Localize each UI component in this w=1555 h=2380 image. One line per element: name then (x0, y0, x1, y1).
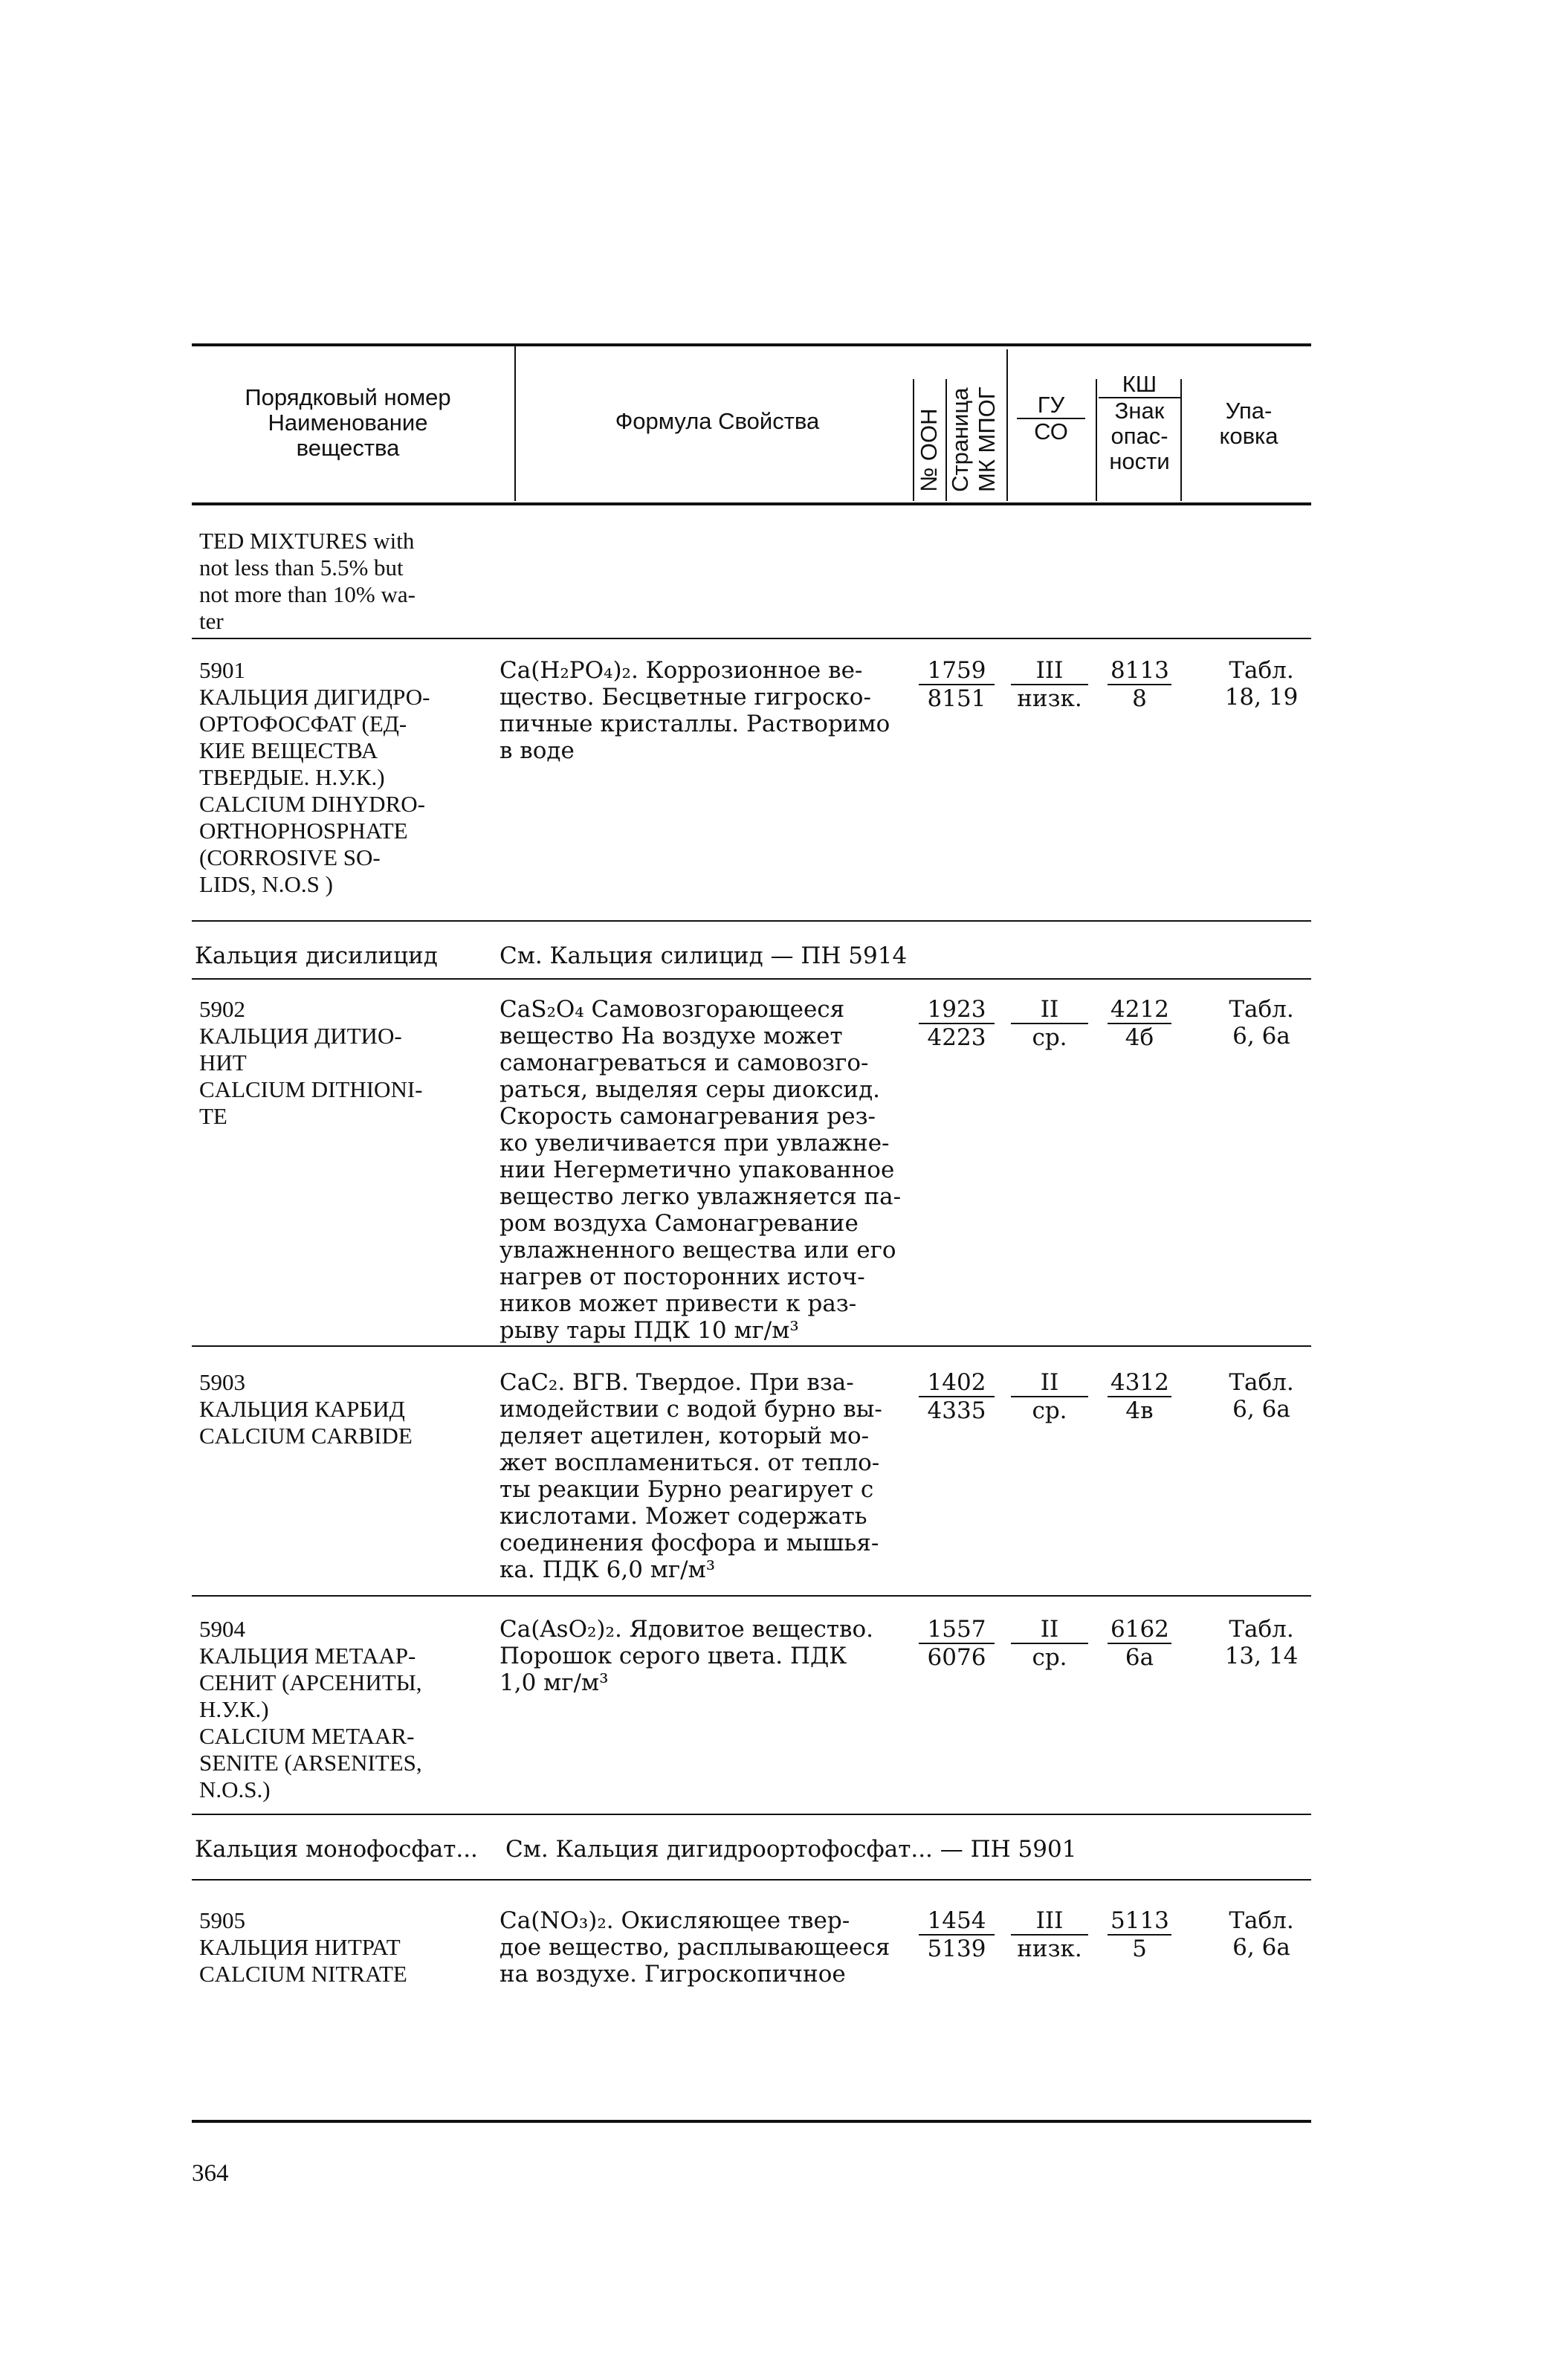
entry-5901-pack (1213, 657, 1310, 711)
hazard-sign: 5 (1132, 1936, 1147, 1962)
header-ksh-label: КШ (1099, 372, 1180, 398)
header-ksh-line4: ности (1109, 448, 1170, 474)
ref-monophosphate-text: См. Кальция дигидроортофосфат... — ПН 5901 (505, 1836, 1077, 1863)
entry-name-line: Н.У.К.) (199, 1696, 269, 1722)
entry-name-line: CALCIUM CARBIDE (199, 1423, 413, 1449)
header-divider (1006, 349, 1008, 501)
entry-5903-pack (1213, 1369, 1310, 1423)
pack-line: 18, 19 (1224, 684, 1299, 711)
entry-name-line: КИЕ ВЕЩЕСТВА (199, 737, 378, 763)
entry-prop-line: щество. Бесцветные гигроско- (500, 684, 871, 711)
entry-5903-gu-so (1011, 1369, 1088, 1424)
entry-prop-line: дое вещество, расплывающееся (500, 1934, 890, 1961)
entry-name-line: ORTHOPHOSPHATE (199, 818, 408, 844)
gu-value: III (1011, 1907, 1088, 1936)
pack-line: Табл. (1229, 657, 1294, 684)
entry-prop-line: деляет ацетилен, который мо- (500, 1423, 870, 1449)
entry-5904-props (500, 1616, 957, 1696)
entry-name-line: СЕНИТ (АРСЕНИТЫ, (199, 1669, 422, 1695)
entry-name-line: ТВЕРДЫЕ. Н.У.К.) (199, 764, 385, 790)
row-rule (192, 1595, 1311, 1597)
entry-prop-line: имодействии с водой бурно вы- (500, 1396, 882, 1423)
entry-5905-gu-so (1011, 1907, 1088, 1962)
entry-name-line: N.O.S.) (199, 1776, 271, 1802)
entry-prop-line: самонагреваться и самовозго- (500, 1050, 869, 1076)
header-col-name (199, 385, 497, 461)
header-so-label: СО (1034, 418, 1068, 444)
pack-line: Табл. (1229, 996, 1294, 1023)
header-col-ksh (1099, 372, 1180, 474)
hazard-sign: 4б (1125, 1024, 1154, 1051)
entry-5902-name (199, 996, 505, 1130)
entry-prop-line: вещество На воздухе может (500, 1023, 843, 1050)
entry-prop-line: ников может привести к раз- (500, 1290, 857, 1317)
continuation-line: TED MIXTURES with (199, 528, 415, 554)
entry-prop-line: в воде (500, 737, 575, 764)
entry-5904-pack (1213, 1616, 1310, 1669)
entry-5902-un-page (919, 996, 995, 1051)
so-value: низк. (1017, 685, 1082, 712)
row-rule (192, 1345, 1311, 1347)
entry-name-line: LIDS, N.O.S ) (199, 871, 333, 897)
entry-5902-gu-so (1011, 996, 1088, 1051)
page-number: 364 (192, 2160, 229, 2187)
header-col-name-line3: вещества (296, 435, 400, 461)
entry-5903-un-page (919, 1369, 995, 1424)
entry-5905-ksh (1108, 1907, 1171, 1962)
header-divider (913, 379, 914, 501)
entry-5901-name (199, 657, 505, 898)
entry-prop-line: кислотами. Может содержать (500, 1503, 867, 1530)
entry-name-line: НИТ (199, 1050, 247, 1076)
header-bottom-rule (192, 502, 1311, 505)
mk-page: 4335 (927, 1397, 986, 1424)
entry-5905-name (199, 1907, 505, 1988)
entry-5905-pack (1213, 1907, 1310, 1961)
entry-name-line: CALCIUM DITHIONI- (199, 1076, 423, 1102)
header-col-name-line1: Порядковый номер (245, 384, 451, 410)
entry-5902-props (500, 996, 957, 1344)
entry-5904-ksh (1108, 1616, 1171, 1671)
entry-name-line: ОРТОФОСФАТ (ЕД- (199, 711, 407, 737)
entry-number: 5901 (199, 657, 245, 683)
continuation-line: not less than 5.5% but (199, 554, 404, 581)
header-ksh-line2: Знак (1114, 398, 1165, 424)
ksh-value: 5113 (1108, 1907, 1171, 1936)
ksh-value: 8113 (1108, 657, 1171, 685)
entry-number: 5903 (199, 1369, 245, 1395)
entry-name-line: CALCIUM METAAR- (199, 1723, 415, 1749)
so-value: низк. (1017, 1936, 1082, 1962)
header-col-gu (1017, 392, 1085, 444)
ref-monophosphate-name: Кальция монофосфат... (195, 1836, 478, 1863)
entry-prop-line: нии Негерметично упакованное (500, 1157, 895, 1183)
row-rule (192, 920, 1311, 922)
un-number: 1759 (919, 657, 995, 685)
entry-5901-un-page (919, 657, 995, 712)
entry-prop-line: вещество легко увлажняется па- (500, 1183, 902, 1210)
entry-prop-line: ко увеличивается при увлажне- (500, 1130, 890, 1157)
entry-prop-line: увлажненного вещества или его (500, 1237, 896, 1264)
header-col-un: № ООН (916, 408, 942, 492)
header-divider (1096, 379, 1097, 501)
entry-prop-line: на воздухе. Гигроскопичное (500, 1961, 846, 1988)
entry-5904-gu-so (1011, 1616, 1088, 1671)
entry-name-line: (CORROSIVE SO- (199, 844, 381, 870)
header-pack-line2: ковка (1219, 423, 1278, 449)
entry-prop-line: ка. ПДК 6,0 мг/м³ (500, 1556, 716, 1583)
entry-prop-line: Ca(AsO₂)₂. Ядовитое вещество. (500, 1616, 874, 1643)
entry-prop-line: пичные кристаллы. Растворимо (500, 711, 890, 737)
entry-5905-props (500, 1907, 957, 1988)
so-value: ср. (1032, 1024, 1067, 1051)
page-bottom-rule (192, 2120, 1311, 2123)
entry-5903-ksh (1108, 1369, 1171, 1424)
entry-prop-line: ты реакции Бурно реагирует с (500, 1476, 874, 1503)
entry-5901-props (500, 657, 957, 764)
header-divider (1180, 379, 1182, 501)
entry-prop-line: соединения фосфора и мышья- (500, 1530, 879, 1556)
hazard-sign: 6а (1125, 1644, 1154, 1671)
ref-disilicide-name: Кальция дисилицид (195, 942, 438, 969)
hazard-sign: 8 (1132, 685, 1147, 712)
pack-line: 6, 6а (1232, 1023, 1290, 1050)
entry-name-line: КАЛЬЦИЯ ДИГИДРО- (199, 684, 430, 710)
header-col-page-line2: МК МПОГ (974, 387, 1000, 492)
header-gu-label: ГУ (1017, 392, 1085, 419)
entry-name-line: КАЛЬЦИЯ НИТРАТ (199, 1934, 401, 1960)
header-divider (514, 345, 516, 501)
continuation-line: not more than 10% wa- (199, 581, 416, 607)
header-col-name-line2: Наименование (268, 410, 428, 436)
entry-prop-line: ром воздуха Самонагревание (500, 1210, 859, 1237)
entry-5904-un-page (919, 1616, 995, 1671)
pack-line: Табл. (1229, 1369, 1294, 1396)
entry-number: 5902 (199, 996, 245, 1022)
pack-line: 13, 14 (1224, 1643, 1299, 1669)
row-rule (192, 1879, 1311, 1881)
entry-prop-line: Порошок серого цвета. ПДК (500, 1643, 847, 1669)
so-value: ср. (1032, 1644, 1067, 1671)
entry-5901-gu-so (1011, 657, 1088, 712)
entry-name-line: SENITE (ARSENITES, (199, 1750, 422, 1776)
entry-5904-name (199, 1616, 505, 1803)
entry-5901-ksh (1108, 657, 1171, 712)
entry-name-line: КАЛЬЦИЯ КАРБИД (199, 1396, 405, 1422)
entry-prop-line: Ca(NO₃)₂. Окисляющее твер- (500, 1907, 850, 1934)
ksh-value: 6162 (1108, 1616, 1171, 1644)
entry-prop-line: Ca(H₂PO₄)₂. Коррозионное ве- (500, 657, 863, 684)
entry-5903-props (500, 1369, 957, 1583)
entry-name-line: CALCIUM NITRATE (199, 1961, 407, 1987)
entry-prop-line: рыву тары ПДК 10 мг/м³ (500, 1317, 799, 1344)
gu-value: II (1011, 1369, 1088, 1397)
entry-prop-line: Скорость самонагревания рез- (500, 1103, 876, 1130)
continuation-text (199, 528, 505, 635)
un-number: 1923 (919, 996, 995, 1024)
row-rule (192, 1814, 1311, 1815)
entry-name-line: TE (199, 1103, 227, 1129)
entry-number: 5905 (199, 1907, 245, 1933)
pack-line: 6, 6а (1232, 1934, 1290, 1961)
gu-value: III (1011, 657, 1088, 685)
entry-5903-name (199, 1369, 505, 1449)
un-number: 1454 (919, 1907, 995, 1936)
gu-value: II (1011, 1616, 1088, 1644)
row-rule (192, 638, 1311, 639)
entry-5902-ksh (1108, 996, 1171, 1051)
row-rule (192, 978, 1311, 980)
entry-name-line: КАЛЬЦИЯ ДИТИО- (199, 1023, 402, 1049)
entry-prop-line: 1,0 мг/м³ (500, 1669, 609, 1696)
entry-prop-line: CaS₂O₄ Самовозгорающееся (500, 996, 845, 1023)
ref-disilicide-text: См. Кальция силицид — ПН 5914 (500, 942, 908, 969)
entry-number: 5904 (199, 1616, 245, 1642)
so-value: ср. (1032, 1397, 1067, 1424)
entry-prop-line: жет воспламениться. от тепло- (500, 1449, 880, 1476)
entry-5905-un-page (919, 1907, 995, 1962)
gu-value: II (1011, 996, 1088, 1024)
ksh-value: 4312 (1108, 1369, 1171, 1397)
header-col-page-line1: Страница (947, 387, 973, 492)
header-col-formula: Формула Свойства (615, 408, 820, 434)
pack-line: Табл. (1229, 1907, 1294, 1934)
entry-prop-line: CaC₂. ВГВ. Твердое. При вза- (500, 1369, 854, 1396)
header-ksh-line3: опас- (1111, 423, 1168, 449)
mk-page: 4223 (927, 1024, 986, 1051)
pack-line: 6, 6а (1232, 1396, 1290, 1423)
header-top-rule (192, 343, 1311, 346)
mk-page: 8151 (927, 685, 986, 712)
ksh-value: 4212 (1108, 996, 1171, 1024)
un-number: 1557 (919, 1616, 995, 1644)
entry-5902-pack (1213, 996, 1310, 1050)
pack-line: Табл. (1229, 1616, 1294, 1643)
entry-name-line: CALCIUM DIHYDRO- (199, 791, 425, 817)
entry-prop-line: раться, выделяя серы диоксид. (500, 1076, 881, 1103)
entry-prop-line: нагрев от посторонних источ- (500, 1264, 865, 1290)
mk-page: 6076 (927, 1644, 986, 1671)
un-number: 1402 (919, 1369, 995, 1397)
hazard-sign: 4в (1125, 1397, 1154, 1424)
entry-name-line: КАЛЬЦИЯ МЕТААР- (199, 1643, 416, 1669)
header-col-pack (1189, 398, 1308, 449)
header-pack-line1: Упа- (1225, 398, 1273, 424)
mk-page: 5139 (927, 1936, 986, 1962)
continuation-line: ter (199, 608, 224, 634)
